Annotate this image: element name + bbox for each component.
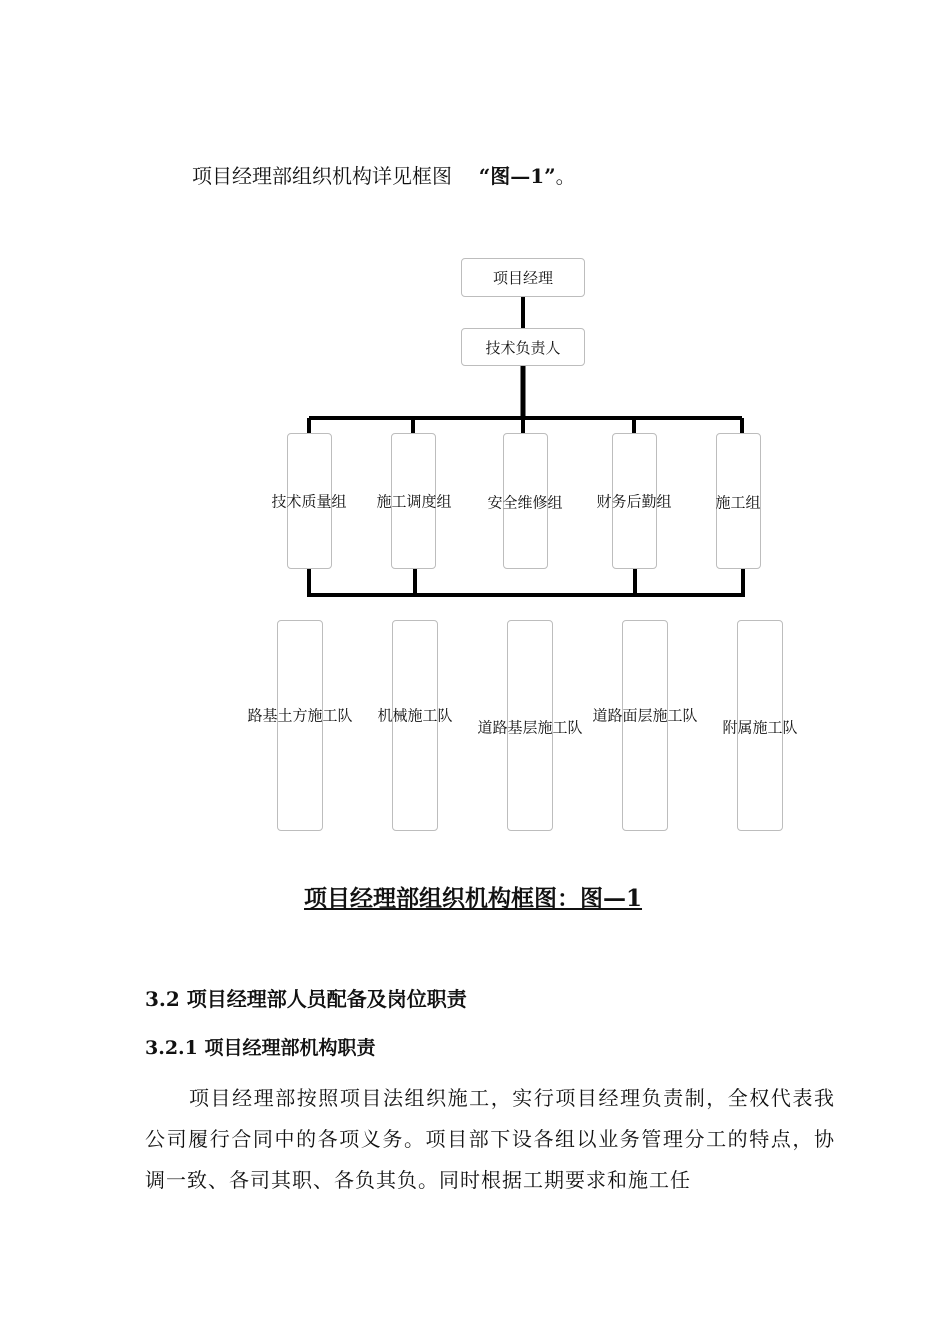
box-team-1 [277, 620, 323, 831]
section-subheading: 3.2.1 项目经理部机构职责 [145, 1037, 376, 1059]
team-label-4: 道路面层施工队 [592, 706, 698, 725]
group-label-4: 财务后勤组 [596, 492, 672, 511]
team-label-2: 机械施工队 [377, 706, 453, 725]
body-paragraph: 项目经理部按照项目法组织施工，实行项目经理负责制，全权代表我公司履行合同中的各项义务。项目部下设各组以业务管理分工的特点，协调一致、各司其职、各负其负。同时根据工期要求和施工任 [145, 1086, 835, 1192]
box-team-4 [622, 620, 668, 831]
box-team-2 [392, 620, 438, 831]
group-label-3: 安全维修组 [487, 493, 563, 512]
figure-caption: 项目经理部组织机构框图：图—1 [304, 885, 643, 912]
team-label-5: 附属施工队 [722, 718, 798, 737]
box-project-manager [461, 258, 585, 297]
intro-text: 项目经理部组织机构详见框图 [192, 164, 452, 188]
label-technical-lead: 技术负责人 [485, 338, 561, 357]
intro-suffix: 。 [555, 164, 576, 188]
intro-figure-ref: “图—1” [478, 164, 556, 188]
team-label-1: 路基土方施工队 [247, 706, 353, 725]
label-project-manager: 项目经理 [492, 269, 553, 287]
team-label-3: 道路基层施工队 [477, 718, 583, 737]
group-label-5: 施工组 [715, 493, 761, 512]
group-label-2: 施工调度组 [376, 492, 452, 511]
section-heading: 3.2 项目经理部人员配备及岗位职责 [145, 987, 467, 1011]
box-technical-lead [461, 328, 585, 366]
group-label-1: 技术质量组 [271, 492, 347, 511]
